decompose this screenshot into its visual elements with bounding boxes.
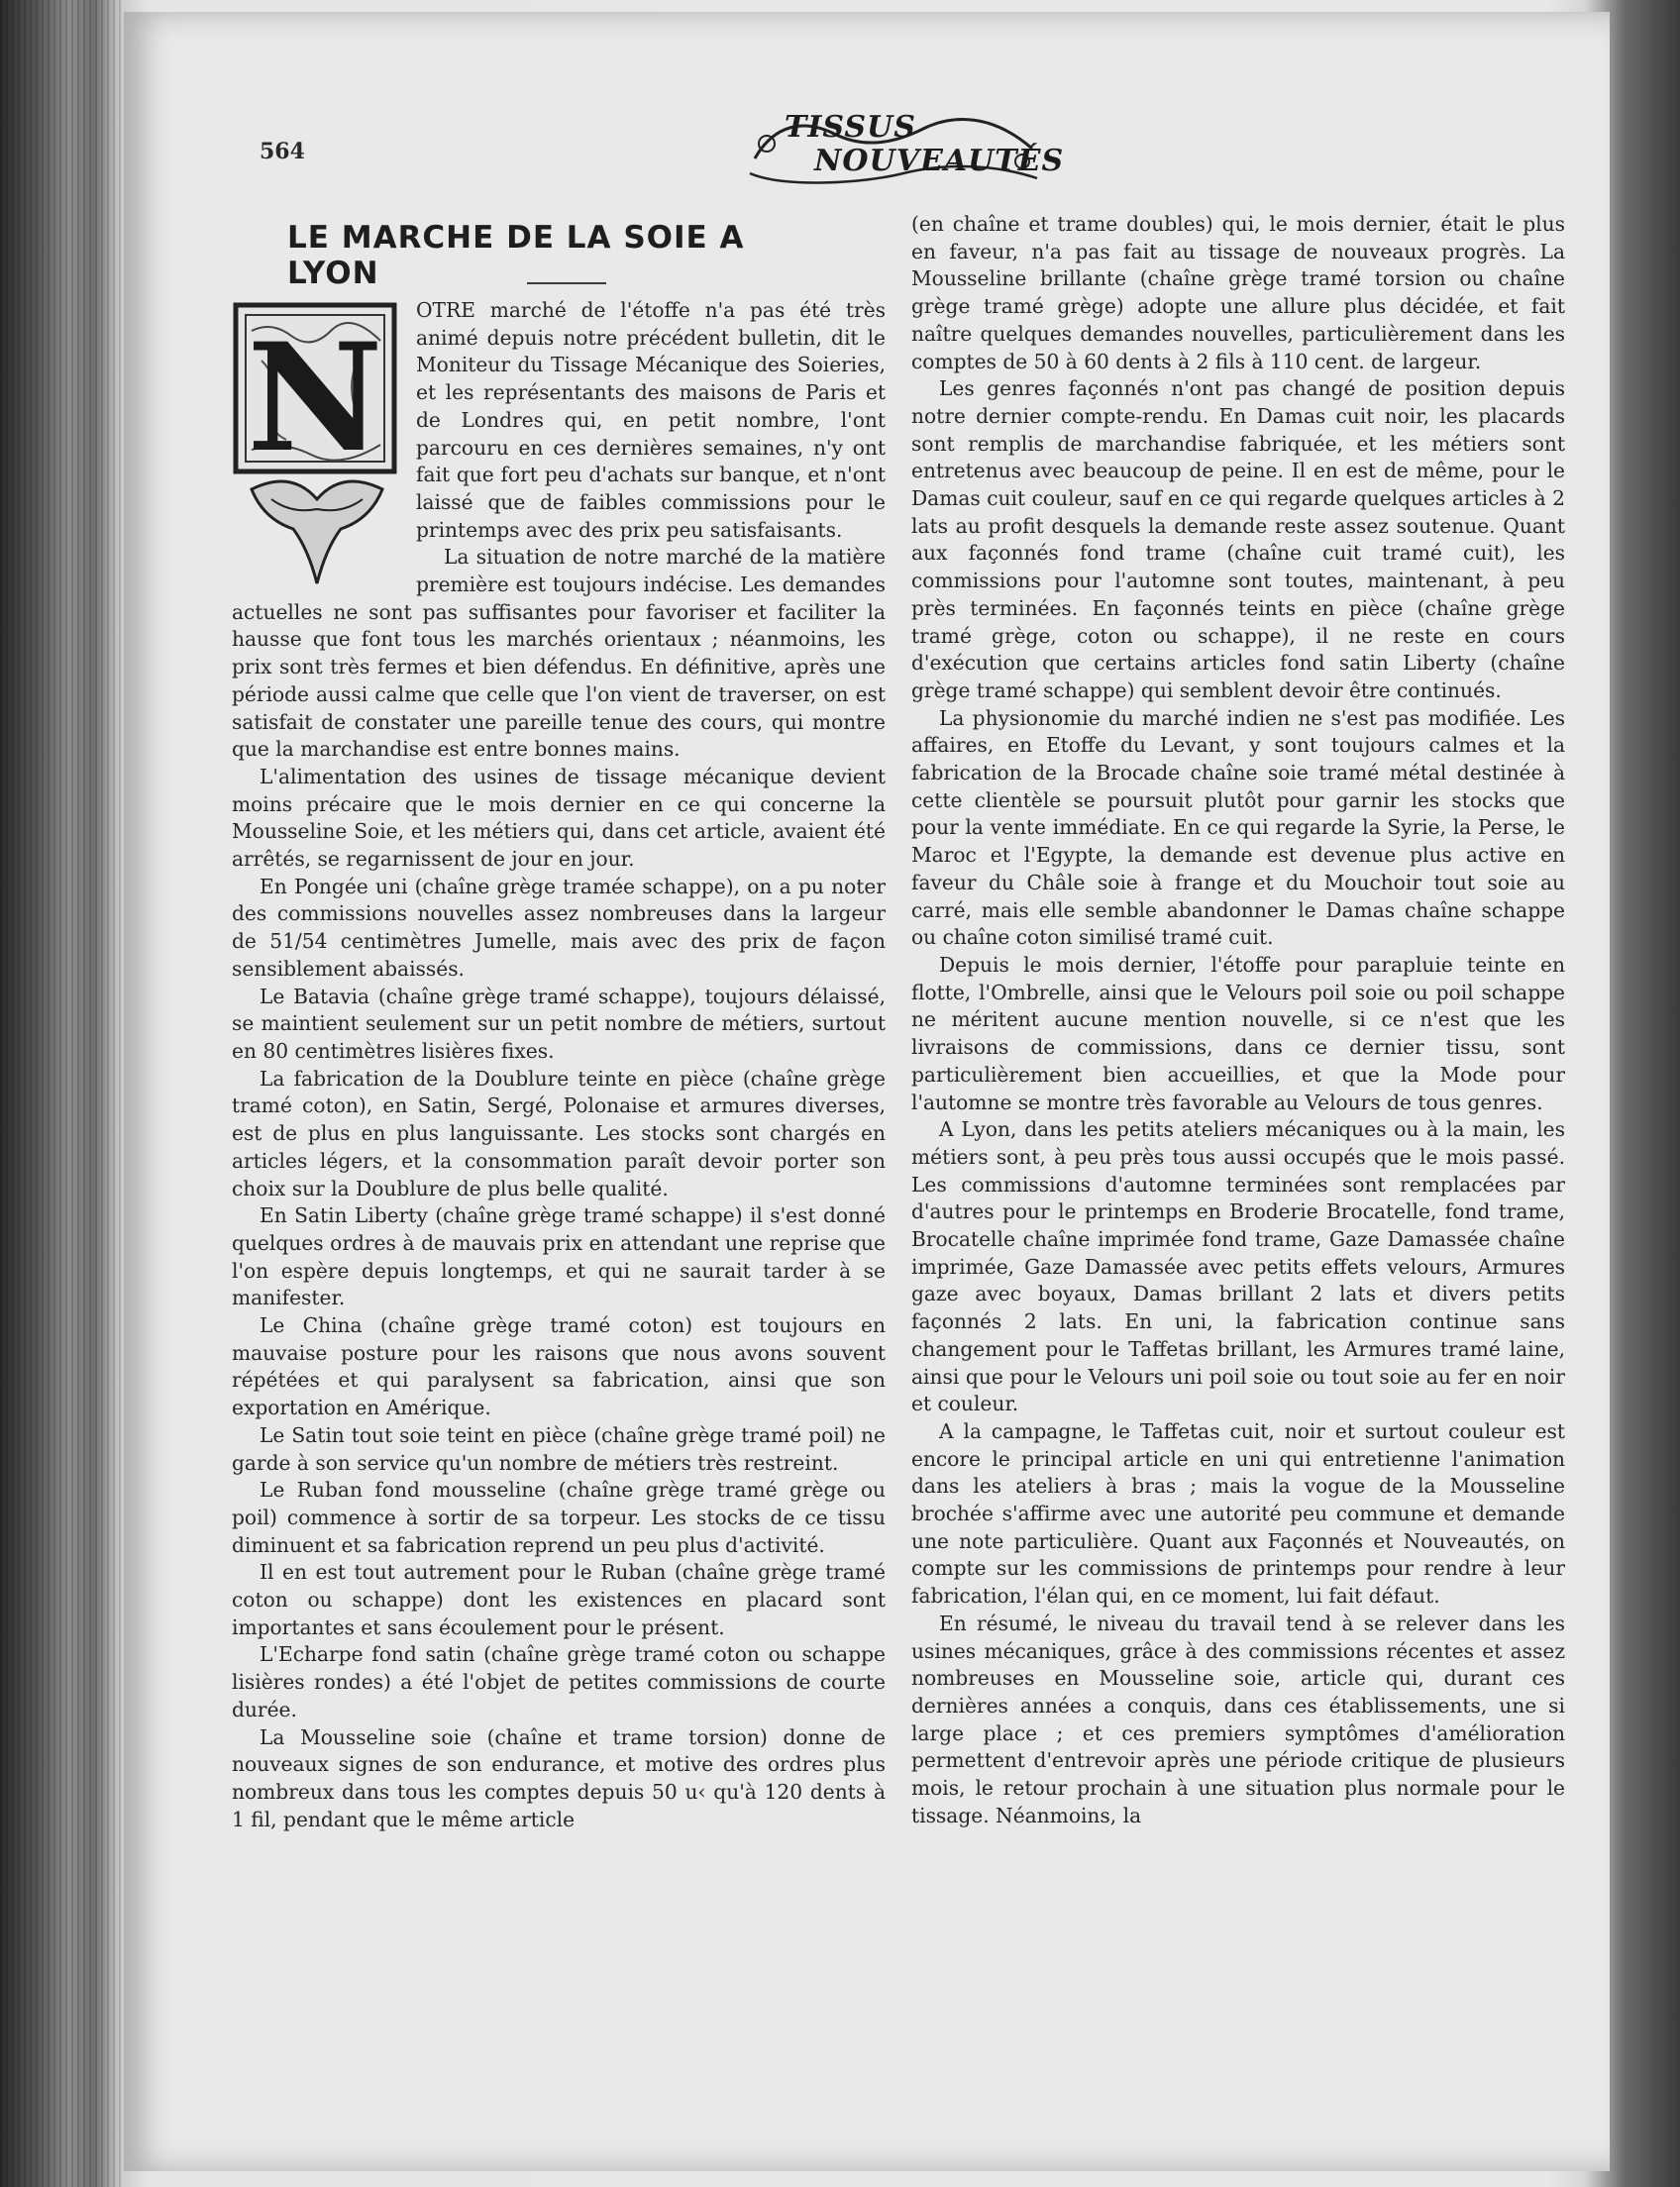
left-paragraph-9: Le Satin tout soie teint en pièce (chaîne grège tramé poil) ne garde à son service qu'un nombre de métiers très restreint. (232, 1422, 886, 1475)
article-title: LE MARCHE DE LA SOIE A LYON (287, 220, 745, 291)
left-paragraph-3: L'alimentation des usines de tissage mécanique devient moins précaire que le mois dernier en ce qui concerne la Mousseline Soie, et les métiers qui, dans cet article, avaient été arrêtés, se regarnissent de jour en jour. (232, 764, 886, 872)
left-paragraph-12: L'Echarpe fond satin (chaîne grège tramé coton ou schappe lisières rondes) a été l'objet de petites commissions de courte durée. (232, 1642, 886, 1721)
page-number: 564 (260, 139, 305, 164)
book-page-edges (0, 0, 124, 2187)
right-paragraph-4: Depuis le mois dernier, l'étoffe pour parapluie teinte en flotte, l'Ombrelle, ainsi que le Velours poil soie ou poil schappe ne méritent aucune mention nouvelle, si ce n'est que les livraisons de commissions, dans ce dernier tissu, sont particulièrement bien accueillies, et que la Mode pour l'automne se montre très favorable au Velours de tous genres. (911, 952, 1565, 1114)
right-paragraph-3: La physionomie du marché indien ne s'est pas modifiée. Les affaires, en Etoffe du Levant, y sont toujours calmes et la fabrication de la Brocade chaîne soie tramé métal destinée à cette clientèle se poursuit plutôt pour garnir les stocks que pour la vente immédiate. En ce qui regarde la Syrie, la Perse, le Maroc et l'Egypte, la demande est devenue plus active en faveur du Châle soie à frange et du Mouchoir tout soie au carré, mais elle semble abandonner le Damas chaîne schappe ou chaîne coton similisé tramé cuit. (911, 705, 1565, 950)
masthead-line2: NOUVEAUTÉS (814, 144, 1065, 178)
left-paragraph-6: La fabrication de la Doublure teinte en pièce (chaîne grège tramé coton), en Satin, Sergé, Polonaise et armures diverses, est de plus en plus languissante. Les stocks sont chargés en articles légers, et la consommation paraît devoir porter son choix sur la Doublure de plus belle qualité. (232, 1066, 886, 1200)
right-paragraph-7: En résumé, le niveau du travail tend à se relever dans les usines mécaniques, grâce à des commissions récentes et assez nombreuses en Mousseline soie, article qui, durant ces dernières années a conquis, dans ces établissements, une si large place ; et ces premiers symptômes d'amélioration permettent d'entrevoir après une période critique de plusieurs mois, le retour prochain à une situation plus normale pour le tissage. Néanmoins, la (911, 1611, 1565, 1827)
left-column (232, 297, 886, 1833)
ornamental-dropcap (232, 301, 402, 593)
right-paragraph-1: (en chaîne et trame doubles) qui, le mois dernier, était le plus en faveur, n'a pas fait au tissage de nouveaux progrès. La Mousseline brillante (chaîne grège tramé torsion ou chaîne grège tramé grège) adopte une allure plus décidée, et fait naître quelques demandes nouvelles, particulièrement dans les comptes de 50 à 60 dents à 2 fils à 110 cent. de largeur. (911, 212, 1565, 373)
right-paragraph-6: A la campagne, le Taffetas cuit, noir et surtout couleur est encore le principal article en uni qui entretienne l'animation dans les ateliers à bras ; mais la vogue de la Mousseline brochée s'affirme avec une autorité peu commune et demande une note particulière. Quant aux Façonnés et Nouveautés, on compte sur les commissions de printemps pour rendre à leur fabrication, l'élan qui, en ce moment, lui fait défaut. (911, 1418, 1565, 1609)
masthead-logo (745, 104, 1065, 193)
dropcap-ornament-icon (232, 301, 402, 593)
left-paragraph-11: Il en est tout autrement pour le Ruban (chaîne grège tramé coton ou schappe) dont les existences en placard sont importantes et sans écoulement pour le présent. (232, 1560, 886, 1639)
left-paragraph-5: Le Batavia (chaîne grège tramé schappe), toujours délaissé, se maintient seulement sur un petit nombre de métiers, surtout en 80 centimètres lisières fixes. (232, 984, 886, 1063)
masthead-line1: TISSUS (785, 110, 916, 145)
left-paragraph-13: La Mousseline soie (chaîne et trame torsion) donne de nouveaux signes de son endurance, et motive des ordres plus nombreux dans tous les comptes depuis 50 u‹ qu'à 120 dents à 1 fil, pendant que le même article (232, 1724, 886, 1831)
left-paragraph-7: En Satin Liberty (chaîne grège tramé schappe) il s'est donné quelques ordres à de mauvais prix en attendant une reprise que l'on espère depuis longtemps, et qui ne saurait tarder à se manifester. (232, 1203, 886, 1310)
right-paragraph-2: Les genres façonnés n'ont pas changé de position depuis notre dernier compte-rendu. En Damas cuit noir, les placards sont remplis de marchandise fabriquée, et les métiers sont entretenus avec beaucoup de peine. Il en est de même, pour le Damas cuit couleur, sauf en ce qui regarde quelques articles à 2 lats au profit desquels la demande reste assez soutenue. Quant aux façonnés fond trame (chaîne cuit tramé cuit), les commissions pour l'automne sont toutes, maintenant, à peu près terminées. En façonnés teints en pièce (chaîne grège tramé grège, coton ou schappe), il ne reste en cours d'exécution que certains articles fond satin Liberty (chaîne grège tramé schappe) qui semblent devoir être continués. (911, 376, 1565, 702)
left-paragraph-10: Le Ruban fond mousseline (chaîne grège tramé grège ou poil) commence à sortir de sa torpeur. Les stocks de ce tissu diminuent et sa fabrication reprend un peu plus d'activité. (232, 1478, 886, 1557)
dropcap-letter: N (247, 311, 383, 485)
left-paragraph-2: La situation de notre marché de la matière première est toujours indécise. Les demandes actuelles ne sont pas suffisantes pour favoriser et faciliter la hausse que font tous les marchés orientaux ; néanmoins, les prix sont très fermes et bien défendus. En définitive, après une période aussi calme que celle que l'on vient de traverser, on est satisfait de constater une pareille tenue des cours, qui montre que la marchandise est entre bonnes mains. (232, 545, 886, 762)
right-column (911, 211, 1565, 1829)
left-paragraph-4: En Pongée uni (chaîne grège tramée schappe), on a pu noter des commissions nouvelles assez nombreuses dans la largeur de 51/54 centimètres Jumelle, mais avec des prix de façon sensiblement abaissés. (232, 874, 886, 981)
left-paragraph-1: OTRE marché de l'étoffe n'a pas été très animé depuis notre précédent bulletin, dit le Moniteur du Tissage Mécanique des Soieries, et les représentants des maisons de Paris et de Londres qui, en petit nombre, l'ont parcouru en ces dernières semaines, n'y ont fait que fort peu d'achats sur banque, et n'ont laissé que de faibles commissions pour le printemps avec des prix peu satisfaisants. (416, 298, 886, 542)
right-paragraph-5: A Lyon, dans les petits ateliers mécaniques ou à la main, les métiers sont, à peu près tous aussi occupés que le mois passé. Les commissions d'automne terminées sont remplacées par d'autres pour le printemps en Broderie Brocatelle, fond trame, Brocatelle chaîne imprimée fond trame, Gaze Damassée chaîne imprimée, Gaze Damassée avec petits effets velours, Armures gaze avec boyaux, Damas brillant 2 lats et divers petits façonnés 2 lats. En uni, la fabrication continue sans changement pour le Taffetas brillant, les Armures tramé laine, ainsi que pour le Velours uni poil soie ou tout soie au fer en noir et couleur. (911, 1117, 1565, 1416)
title-rule (527, 282, 606, 284)
left-paragraph-8: Le China (chaîne grège tramé coton) est toujours en mauvaise posture pour les raisons que nous avons souvent répétées et qui paralysent sa fabrication, ainsi que son exportation en Amérique. (232, 1313, 886, 1420)
